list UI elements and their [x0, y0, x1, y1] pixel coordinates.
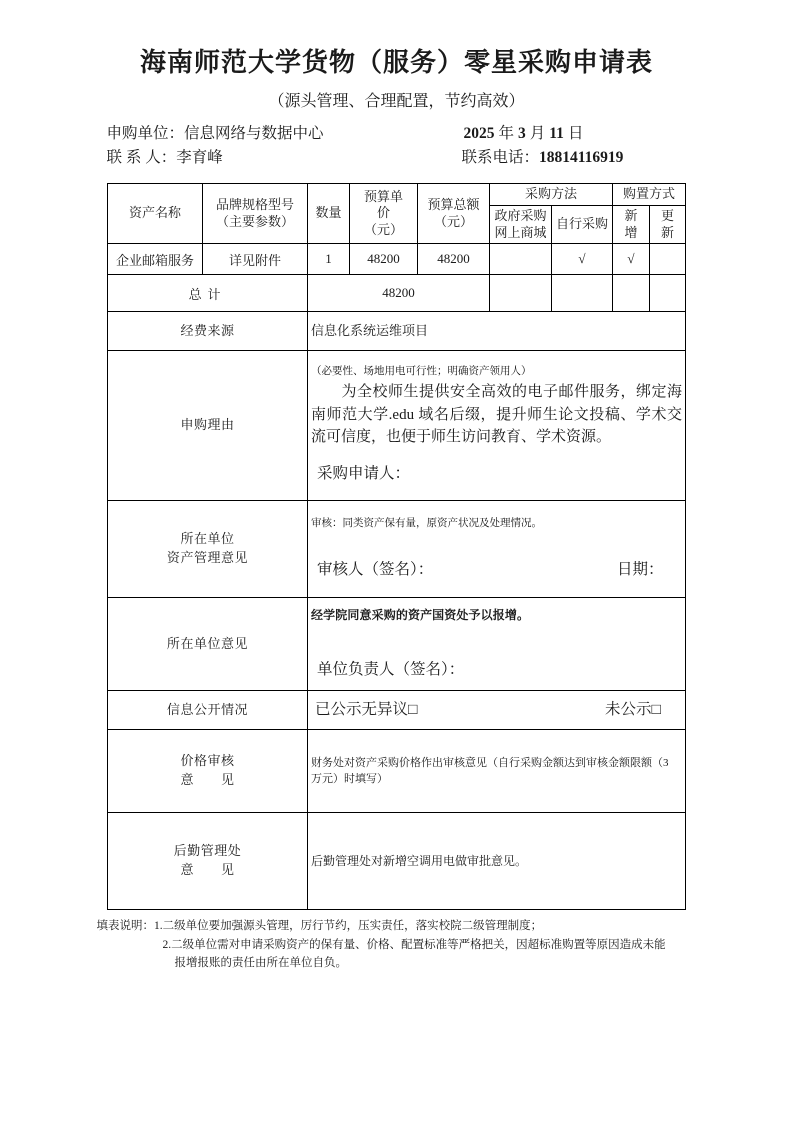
asset-mgmt-body: [307, 501, 685, 598]
asset-mgmt-hint: 审核：同类资产保有量，原资产状况及处理情况。: [310, 517, 542, 529]
col-purchase-method: 采购方法: [489, 184, 612, 206]
cell-renew-check[interactable]: [650, 244, 686, 275]
col-gov-purchase-line2: 网上商城: [494, 224, 547, 240]
procurement-form-table: [107, 183, 686, 910]
unit-opinion-signature-label[interactable]: 单位负责人（签名）：: [316, 661, 465, 679]
asset-mgmt-reviewer-label[interactable]: 审核人（签名）：: [316, 560, 434, 578]
applicant-unit-label: 申购单位：: [106, 125, 185, 143]
footer-note-2-cont: [97, 954, 697, 972]
total-self-purchase-cell: [551, 275, 612, 312]
funding-label: 经费来源: [107, 312, 307, 351]
col-brand-spec-line1: 品牌规格型号: [215, 197, 294, 213]
page-subtitle: （源头管理、合理配置，节约高效）: [268, 92, 525, 110]
date-year-unit: 年: [498, 125, 515, 143]
application-date: [462, 122, 687, 146]
footer-note-1: [97, 917, 697, 935]
disclosure-options: [311, 697, 682, 723]
meta-row-contact: [107, 146, 687, 170]
table-total-row: [107, 275, 685, 312]
contact-phone-value: 18814116919: [539, 149, 624, 167]
page-title: 海南师范大学货物（服务）零星采购申请表: [139, 47, 653, 77]
footer-lead: 填表说明：: [96, 920, 154, 933]
logistics-label-line2: 意 见: [180, 862, 235, 878]
applicant-unit: [107, 122, 462, 146]
section-reason: [107, 351, 685, 501]
col-new-line1: 新: [624, 207, 638, 223]
section-asset-mgmt: [107, 501, 685, 598]
total-new-cell: [613, 275, 650, 312]
footer-note-1-num: 1.: [154, 920, 163, 933]
col-total-price-line1: 预算总额: [427, 197, 480, 213]
contact-person: [107, 146, 462, 170]
date-month: 3: [518, 125, 526, 143]
col-unit-price-line3: （元）: [363, 222, 403, 238]
contact-person-label: 联 系 人：: [106, 149, 177, 167]
disclosure-body: [307, 691, 685, 730]
section-unit-opinion: [107, 598, 685, 691]
total-renew-cell: [650, 275, 686, 312]
col-renew: [650, 205, 686, 243]
unit-opinion-body: [307, 598, 685, 691]
cell-asset-name: 企业邮箱服务: [107, 244, 202, 275]
date-year: 2025: [463, 125, 495, 143]
total-value: 48200: [307, 275, 489, 312]
date-day: 11: [549, 125, 564, 143]
funding-value[interactable]: 信息化系统运维项目: [307, 312, 685, 351]
section-disclosure: [107, 691, 685, 730]
logistics-label: [107, 813, 307, 910]
col-new-line2: 增: [624, 224, 638, 240]
price-review-body[interactable]: [307, 730, 685, 813]
asset-mgmt-date-label[interactable]: 日期：: [616, 560, 664, 578]
cell-brand-spec: 详见附件: [202, 244, 307, 275]
col-unit-price-line1: 预算单: [363, 188, 403, 204]
asset-mgmt-label-line2: 资产管理意见: [166, 550, 249, 566]
asset-mgmt-signature-row: [311, 558, 682, 582]
contact-phone: [462, 146, 687, 170]
date-day-unit: 日: [567, 125, 584, 143]
col-renew-line1: 更: [661, 207, 675, 223]
col-brand-spec-line2: （主要参数）: [215, 213, 294, 229]
table-row: [107, 244, 685, 275]
unit-opinion-note: 经学院同意采购的资产国资处予以报增。: [310, 607, 530, 622]
footer-note-1-text: 二级单位要加强源头管理，厉行节约，压实责任，落实校院二级管理制度；: [162, 920, 543, 933]
document-meta: [107, 112, 687, 170]
reason-label: 申购理由: [107, 351, 307, 501]
col-gov-purchase-line1: 政府采购: [494, 207, 547, 223]
col-unit-price-line2: 价: [376, 205, 390, 221]
col-quantity: 数量: [307, 184, 349, 244]
col-total-price: [417, 184, 489, 244]
cell-unit-price: 48200: [349, 244, 417, 275]
contact-phone-label: 联系电话：: [461, 149, 540, 167]
cell-self-purchase-check[interactable]: √: [551, 244, 612, 275]
cell-new-check[interactable]: √: [613, 244, 650, 275]
meta-row-unit: [107, 122, 687, 146]
footer-note-2: [97, 936, 697, 954]
col-total-price-line2: （元）: [433, 213, 473, 229]
footer-note-2-line1: 二级单位需对申请采购资产的保有量、价格、配置标准等严格把关，因超标准购置等原因造成未能: [171, 938, 666, 951]
section-logistics: [107, 813, 685, 910]
section-price-review: [107, 730, 685, 813]
footer-note-2-line2: 报增报账的责任由所在单位自负。: [174, 956, 347, 969]
reason-hint: （必要性、场地用电可行性；明确资产领用人）: [310, 366, 532, 378]
cell-total-price: 48200: [417, 244, 489, 275]
reason-text-value: 为全校师生提供安全高效的电子邮件服务，绑定海南师范大学.edu 域名后缀，提升师生论文投稿、学术交流可信度，也便于师生访问教育、学术资源。: [310, 383, 683, 446]
price-review-label-line1: 价格审核: [180, 753, 235, 769]
logistics-label-line1: 后勤管理处: [173, 843, 242, 859]
disclosure-label: 信息公开情况: [107, 691, 307, 730]
section-funding: [107, 312, 685, 351]
asset-mgmt-label: [107, 501, 307, 598]
footer-notes: [97, 917, 697, 972]
contact-person-value: 李育峰: [176, 149, 223, 167]
reason-signature-label[interactable]: 采购申请人：: [316, 465, 410, 483]
total-gov-purchase-cell: [489, 275, 551, 312]
col-gov-purchase: [489, 205, 551, 243]
col-new: [613, 205, 650, 243]
total-label: 总计: [107, 275, 307, 312]
reason-text[interactable]: [311, 381, 682, 449]
col-self-purchase: 自行采购: [551, 205, 612, 243]
price-review-label: [107, 730, 307, 813]
price-review-label-line2: 意 见: [180, 772, 235, 788]
disclosure-option-unpublished[interactable]: 未公示□: [604, 701, 661, 719]
col-asset-name: 资产名称: [107, 184, 202, 244]
cell-gov-purchase-check[interactable]: [489, 244, 551, 275]
logistics-hint: 后勤管理处对新增空调用电做审批意见。: [310, 854, 527, 869]
col-brand-spec: [202, 184, 307, 244]
unit-opinion-label: 所在单位意见: [107, 598, 307, 691]
cell-quantity: 1: [307, 244, 349, 275]
disclosure-option-published[interactable]: 已公示无异议□: [314, 701, 418, 719]
footer-note-2-num: 2.: [162, 938, 172, 951]
table-header-row-1: [107, 184, 685, 206]
logistics-body[interactable]: [307, 813, 685, 910]
applicant-unit-value: 信息网络与数据中心: [184, 125, 324, 143]
reason-body: [307, 351, 685, 501]
col-acquire-type: 购置方式: [613, 184, 686, 206]
asset-mgmt-label-line1: 所在单位: [180, 531, 235, 547]
col-renew-line2: 新: [661, 224, 675, 240]
col-unit-price: [349, 184, 417, 244]
date-month-unit: 月: [529, 125, 546, 143]
price-review-hint: 财务处对资产采购价格作出审核意见（自行采购金额达到审核金额限额（3 万元）时填写）: [310, 756, 669, 786]
